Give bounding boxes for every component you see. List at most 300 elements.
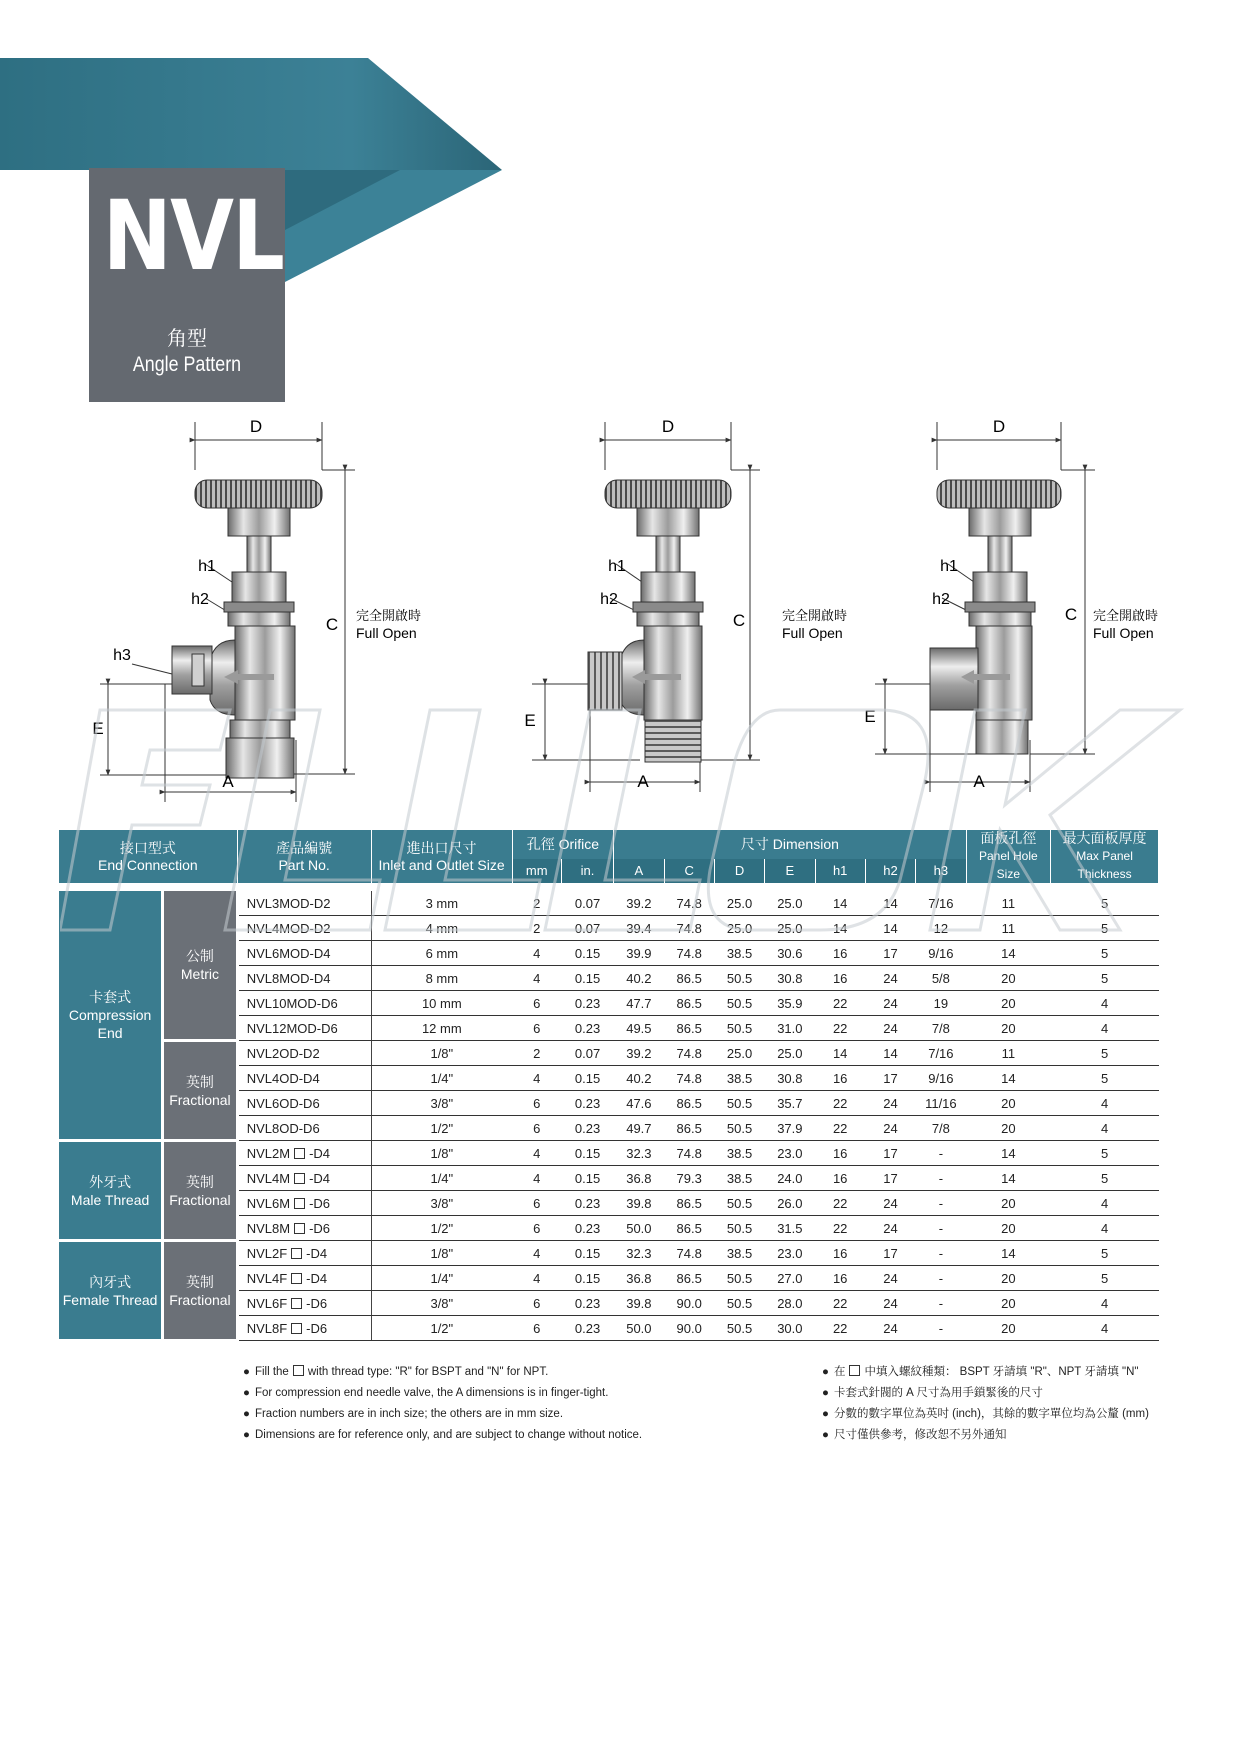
cell-h1: 22	[815, 1091, 865, 1116]
cell-in: 0.15	[561, 941, 613, 966]
cell-h1: 22	[815, 1216, 865, 1241]
header-end-connection: 接口型式 End Connection	[59, 830, 237, 883]
cell-h1: 16	[815, 941, 865, 966]
cell-thick: 5	[1051, 1141, 1159, 1166]
header-size: 進出口尺寸 Inlet and Outlet Size	[371, 830, 512, 883]
cell-h3: 7/8	[916, 1116, 966, 1141]
cell-h1: 14	[815, 891, 865, 916]
notes-english	[243, 1362, 642, 1446]
cell-c: 86.5	[664, 1266, 714, 1291]
cell-a: 49.7	[614, 1116, 664, 1141]
cell-c: 86.5	[664, 1016, 714, 1041]
cell-a: 39.2	[614, 891, 664, 916]
cell-h1: 22	[815, 1316, 865, 1341]
cell-h2: 17	[865, 941, 915, 966]
cell-a: 40.2	[614, 1066, 664, 1091]
dim-h2-label-2: h2	[600, 591, 618, 608]
cell-h3: -	[916, 1166, 966, 1191]
cell-thick: 5	[1051, 941, 1159, 966]
cell-c: 74.8	[664, 1066, 714, 1091]
thread-type-box-icon	[294, 1223, 305, 1234]
cell-h1: 22	[815, 1191, 865, 1216]
cell-h1: 16	[815, 1066, 865, 1091]
cell-a: 39.4	[614, 916, 664, 941]
cell-in: 0.15	[561, 1266, 613, 1291]
header-dim-e: E	[765, 859, 815, 883]
header-dim-h1: h1	[815, 859, 865, 883]
group-male-thread: 外牙式 Male Thread	[59, 1141, 163, 1241]
cell-c: 74.8	[664, 1241, 714, 1266]
cell-size: 1/2"	[371, 1116, 512, 1141]
part-number: NVL6F -D6	[237, 1291, 371, 1316]
cell-thick: 4	[1051, 1191, 1159, 1216]
cell-h3: 12	[916, 916, 966, 941]
cell-panel: 14	[966, 1241, 1051, 1266]
cell-panel: 20	[966, 991, 1051, 1016]
cell-thick: 4	[1051, 1291, 1159, 1316]
cell-panel: 20	[966, 1091, 1051, 1116]
thread-type-box-icon	[291, 1323, 302, 1334]
cell-h2: 24	[865, 1116, 915, 1141]
cell-h2: 17	[865, 1141, 915, 1166]
header-dim-d: D	[714, 859, 764, 883]
part-number: NVL4M -D4	[237, 1166, 371, 1191]
cell-a: 39.8	[614, 1291, 664, 1316]
cell-c: 86.5	[664, 1191, 714, 1216]
cell-c: 74.8	[664, 1041, 714, 1066]
cell-thick: 5	[1051, 1041, 1159, 1066]
cell-h1: 22	[815, 991, 865, 1016]
header-dim-c: C	[664, 859, 714, 883]
cell-d: 25.0	[714, 916, 764, 941]
cell-mm: 6	[512, 1116, 561, 1141]
cell-h3: 9/16	[916, 1066, 966, 1091]
cell-h1: 14	[815, 916, 865, 941]
cell-thick: 5	[1051, 916, 1159, 941]
cell-c: 74.8	[664, 916, 714, 941]
cell-in: 0.23	[561, 1291, 613, 1316]
header-orifice-in: in.	[561, 859, 613, 883]
cell-h3: 5/8	[916, 966, 966, 991]
cell-size: 10 mm	[371, 991, 512, 1016]
cell-size: 1/4"	[371, 1066, 512, 1091]
cell-a: 36.8	[614, 1266, 664, 1291]
group-female-thread: 內牙式 Female Thread	[59, 1241, 163, 1341]
cell-e: 31.0	[765, 1016, 815, 1041]
thread-type-box-icon	[291, 1298, 302, 1309]
table-header	[59, 830, 1159, 891]
cell-h2: 17	[865, 1066, 915, 1091]
cell-h2: 24	[865, 1016, 915, 1041]
thread-type-box-icon	[849, 1365, 860, 1376]
cell-h1: 16	[815, 966, 865, 991]
dim-e-label: E	[92, 719, 104, 738]
cell-size: 3/8"	[371, 1091, 512, 1116]
cell-h2: 24	[865, 966, 915, 991]
cell-c: 86.5	[664, 1091, 714, 1116]
cell-c: 86.5	[664, 991, 714, 1016]
table-body	[59, 891, 1159, 1341]
cell-h3: 7/16	[916, 891, 966, 916]
thread-type-box-icon	[291, 1248, 302, 1259]
cell-d: 50.5	[714, 991, 764, 1016]
cell-h2: 17	[865, 1166, 915, 1191]
cell-panel: 11	[966, 1041, 1051, 1066]
cell-in: 0.23	[561, 1191, 613, 1216]
cell-panel: 20	[966, 1016, 1051, 1041]
cell-c: 90.0	[664, 1316, 714, 1341]
note-en: ● Dimensions are for reference only, and are subject to change without notice.	[243, 1429, 643, 1441]
technical-drawings	[0, 410, 1240, 810]
part-number: NVL6MOD-D4	[237, 941, 371, 966]
cell-d: 38.5	[714, 941, 764, 966]
note-en: ● Fill the with thread type: "R" for BSPT and "N" for NPT.	[243, 1366, 549, 1378]
cell-thick: 4	[1051, 1316, 1159, 1341]
pattern-label-en: Angle Pattern	[132, 353, 242, 376]
cell-h3: -	[916, 1216, 966, 1241]
dim-c-label-3: C	[1064, 605, 1078, 624]
cell-h2: 24	[865, 1216, 915, 1241]
part-number: NVL2M -D4	[237, 1141, 371, 1166]
cell-h2: 14	[865, 891, 915, 916]
header-dim-h2: h2	[865, 859, 915, 883]
cell-h3: -	[916, 1266, 966, 1291]
cell-e: 30.0	[765, 1316, 815, 1341]
dim-a-label-2: A	[637, 772, 649, 791]
table-row	[59, 1141, 1159, 1166]
cell-a: 47.6	[614, 1091, 664, 1116]
cell-h1: 16	[815, 1141, 865, 1166]
pattern-label-zh: 角型	[167, 328, 207, 350]
cell-panel: 11	[966, 916, 1051, 941]
cell-in: 0.23	[561, 1091, 613, 1116]
cell-c: 86.5	[664, 1216, 714, 1241]
cell-in: 0.07	[561, 1041, 613, 1066]
thread-type-box-icon	[291, 1273, 302, 1284]
cell-mm: 6	[512, 1016, 561, 1041]
cell-e: 35.7	[765, 1091, 815, 1116]
cell-in: 0.15	[561, 1141, 613, 1166]
cell-h3: -	[916, 1141, 966, 1166]
cell-size: 1/4"	[371, 1266, 512, 1291]
cell-mm: 6	[512, 991, 561, 1016]
dim-a-label-3: A	[973, 772, 985, 791]
thread-type-box-icon	[294, 1173, 305, 1184]
dim-e-label-3: E	[864, 707, 876, 726]
cell-h2: 17	[865, 1241, 915, 1266]
cell-h1: 16	[815, 1166, 865, 1191]
cell-panel: 14	[966, 1166, 1051, 1191]
cell-panel: 20	[966, 1216, 1051, 1241]
cell-e: 35.9	[765, 991, 815, 1016]
cell-in: 0.23	[561, 1216, 613, 1241]
dim-h1-label: h1	[198, 558, 216, 575]
cell-h3: -	[916, 1316, 966, 1341]
cell-c: 74.8	[664, 891, 714, 916]
dim-h1-label-2: h1	[608, 558, 626, 575]
cell-d: 50.5	[714, 1191, 764, 1216]
part-number: NVL8OD-D6	[237, 1116, 371, 1141]
cell-mm: 4	[512, 1166, 561, 1191]
cell-size: 3 mm	[371, 891, 512, 916]
part-number: NVL2F -D4	[237, 1241, 371, 1266]
cell-c: 79.3	[664, 1166, 714, 1191]
part-number: NVL4F -D4	[237, 1266, 371, 1291]
thread-type-box-icon	[294, 1148, 305, 1159]
cell-c: 86.5	[664, 966, 714, 991]
cell-d: 50.5	[714, 1266, 764, 1291]
cell-mm: 4	[512, 966, 561, 991]
part-number: NVL10MOD-D6	[237, 991, 371, 1016]
note-en: ● Fraction numbers are in inch size; the others are in mm size.	[243, 1408, 564, 1420]
cell-size: 4 mm	[371, 916, 512, 941]
cell-e: 25.0	[765, 916, 815, 941]
dim-c-label-2: C	[732, 611, 746, 630]
cell-a: 49.5	[614, 1016, 664, 1041]
cell-panel: 14	[966, 1066, 1051, 1091]
cell-h1: 22	[815, 1116, 865, 1141]
cell-h3: 7/8	[916, 1016, 966, 1041]
cell-mm: 6	[512, 1291, 561, 1316]
part-number: NVL8F -D6	[237, 1316, 371, 1341]
cell-h1: 14	[815, 1041, 865, 1066]
cell-in: 0.15	[561, 1166, 613, 1191]
thread-type-box-icon	[293, 1365, 304, 1376]
dim-h3-label: h3	[113, 647, 131, 664]
cell-size: 1/8"	[371, 1141, 512, 1166]
cell-in: 0.15	[561, 1241, 613, 1266]
cell-a: 32.3	[614, 1141, 664, 1166]
cell-a: 36.8	[614, 1166, 664, 1191]
cell-mm: 2	[512, 916, 561, 941]
cell-thick: 4	[1051, 991, 1159, 1016]
spec-table	[59, 830, 1159, 1342]
cell-panel: 20	[966, 1116, 1051, 1141]
header-part-no: 產品編號 Part No.	[237, 830, 371, 883]
cell-size: 12 mm	[371, 1016, 512, 1041]
cell-thick: 5	[1051, 1241, 1159, 1266]
cell-d: 50.5	[714, 966, 764, 991]
cell-size: 1/2"	[371, 1316, 512, 1341]
cell-mm: 6	[512, 1316, 561, 1341]
cell-in: 0.15	[561, 966, 613, 991]
cell-h3: 19	[916, 991, 966, 1016]
cell-d: 50.5	[714, 1291, 764, 1316]
note-en: ● For compression end needle valve, the A dimensions is in finger-tight.	[243, 1387, 609, 1399]
cell-d: 38.5	[714, 1241, 764, 1266]
cell-panel: 14	[966, 941, 1051, 966]
group-compression: 卡套式 Compression End	[59, 891, 163, 1141]
cell-e: 31.5	[765, 1216, 815, 1241]
cell-e: 26.0	[765, 1191, 815, 1216]
cell-in: 0.15	[561, 1066, 613, 1091]
cell-e: 23.0	[765, 1141, 815, 1166]
cell-thick: 5	[1051, 1066, 1159, 1091]
subgroup-metric: 公制 Metric	[163, 891, 238, 1041]
drawing-male-thread	[524, 417, 847, 792]
cell-h3: -	[916, 1241, 966, 1266]
header-orifice-mm: mm	[512, 859, 561, 883]
cell-h3: -	[916, 1291, 966, 1316]
cell-size: 1/8"	[371, 1241, 512, 1266]
brand-box	[89, 168, 285, 402]
cell-a: 39.9	[614, 941, 664, 966]
subgroup-fractional: 英制 Fractional	[163, 1141, 238, 1241]
cell-h1: 22	[815, 1291, 865, 1316]
cell-thick: 5	[1051, 1266, 1159, 1291]
cell-panel: 11	[966, 891, 1051, 916]
full-open-zh-label: 完全開啟時	[356, 608, 422, 623]
cell-d: 38.5	[714, 1066, 764, 1091]
cell-e: 30.8	[765, 966, 815, 991]
cell-in: 0.07	[561, 891, 613, 916]
series-title: NVL	[102, 180, 284, 292]
dim-h2-label: h2	[191, 591, 209, 608]
cell-a: 40.2	[614, 966, 664, 991]
cell-h3: -	[916, 1191, 966, 1216]
cell-size: 1/2"	[371, 1216, 512, 1241]
cell-thick: 4	[1051, 1016, 1159, 1041]
subgroup-fractional: 英制 Fractional	[163, 1041, 238, 1141]
cell-h2: 24	[865, 1316, 915, 1341]
cell-mm: 2	[512, 1041, 561, 1066]
cell-panel: 20	[966, 1316, 1051, 1341]
cell-a: 50.0	[614, 1216, 664, 1241]
table-row	[59, 1241, 1159, 1266]
table-row	[59, 1041, 1159, 1066]
full-open-en-label-2: Full Open	[782, 625, 843, 641]
note-zh: ● 分數的數字單位為英吋 (inch)，其餘的數字單位均為公釐 (mm)	[822, 1408, 1149, 1420]
cell-d: 50.5	[714, 1116, 764, 1141]
cell-size: 3/8"	[371, 1191, 512, 1216]
part-number: NVL4OD-D4	[237, 1066, 371, 1091]
cell-d: 50.5	[714, 1016, 764, 1041]
cell-mm: 4	[512, 1141, 561, 1166]
cell-thick: 5	[1051, 966, 1159, 991]
dim-e-label-2: E	[524, 711, 536, 730]
cell-h1: 22	[815, 1016, 865, 1041]
cell-e: 23.0	[765, 1241, 815, 1266]
cell-size: 6 mm	[371, 941, 512, 966]
cell-d: 25.0	[714, 1041, 764, 1066]
cell-h3: 9/16	[916, 941, 966, 966]
header-panel-hole: 面板孔徑 Panel Hole Size	[966, 830, 1051, 883]
dim-a-label: A	[222, 772, 234, 791]
cell-mm: 6	[512, 1191, 561, 1216]
cell-h1: 16	[815, 1241, 865, 1266]
table-row	[59, 891, 1159, 916]
cell-panel: 20	[966, 1291, 1051, 1316]
cell-panel: 20	[966, 1191, 1051, 1216]
cell-c: 90.0	[664, 1291, 714, 1316]
full-open-zh-label-3: 完全開啟時	[1093, 608, 1159, 623]
cell-in: 0.23	[561, 1316, 613, 1341]
cell-mm: 2	[512, 891, 561, 916]
drawing-female-thread	[864, 417, 1158, 792]
banner-band	[0, 58, 502, 170]
note-zh: ● 尺寸僅供參考，修改恕不另外通知	[822, 1429, 1007, 1441]
cell-thick: 5	[1051, 891, 1159, 916]
cell-d: 50.5	[714, 1216, 764, 1241]
cell-thick: 4	[1051, 1091, 1159, 1116]
cell-e: 25.0	[765, 1041, 815, 1066]
cell-panel: 14	[966, 1141, 1051, 1166]
cell-h2: 14	[865, 1041, 915, 1066]
header-dimension: 尺寸 Dimension	[614, 830, 966, 859]
part-number: NVL8M -D6	[237, 1216, 371, 1241]
cell-size: 1/4"	[371, 1166, 512, 1191]
part-number: NVL6M -D6	[237, 1191, 371, 1216]
cell-e: 27.0	[765, 1266, 815, 1291]
cell-e: 25.0	[765, 891, 815, 916]
cell-e: 30.8	[765, 1066, 815, 1091]
drawing-compression	[92, 417, 421, 802]
cell-thick: 4	[1051, 1116, 1159, 1141]
cell-h3: 11/16	[916, 1091, 966, 1116]
thread-type-box-icon	[294, 1198, 305, 1209]
part-number: NVL12MOD-D6	[237, 1016, 371, 1041]
dim-h2-label-3: h2	[932, 591, 950, 608]
full-open-zh-label-2: 完全開啟時	[782, 608, 848, 623]
cell-e: 28.0	[765, 1291, 815, 1316]
cell-d: 50.5	[714, 1091, 764, 1116]
header-dim-h3: h3	[916, 859, 966, 883]
cell-h3: 7/16	[916, 1041, 966, 1066]
cell-a: 39.8	[614, 1191, 664, 1216]
cell-a: 47.7	[614, 991, 664, 1016]
cell-h1: 16	[815, 1266, 865, 1291]
part-number: NVL6OD-D6	[237, 1091, 371, 1116]
dim-d-label-2: D	[661, 417, 675, 436]
full-open-en-label: Full Open	[356, 625, 417, 641]
header-orifice: 孔徑 Orifice	[512, 830, 614, 859]
cell-h2: 24	[865, 1291, 915, 1316]
cell-a: 32.3	[614, 1241, 664, 1266]
dim-d-label: D	[249, 417, 263, 436]
cell-d: 38.5	[714, 1141, 764, 1166]
dim-d-label-3: D	[992, 417, 1006, 436]
cell-panel: 20	[966, 1266, 1051, 1291]
cell-a: 50.0	[614, 1316, 664, 1341]
part-number: NVL3MOD-D2	[237, 891, 371, 916]
part-number: NVL2OD-D2	[237, 1041, 371, 1066]
cell-c: 74.8	[664, 1141, 714, 1166]
cell-size: 3/8"	[371, 1291, 512, 1316]
cell-mm: 4	[512, 1266, 561, 1291]
cell-in: 0.23	[561, 1016, 613, 1041]
header-dim-a: A	[614, 859, 664, 883]
cell-a: 39.2	[614, 1041, 664, 1066]
header-max-thickness: 最大面板厚度 Max Panel Thickness	[1051, 830, 1159, 883]
cell-in: 0.23	[561, 991, 613, 1016]
cell-d: 50.5	[714, 1316, 764, 1341]
cell-size: 8 mm	[371, 966, 512, 991]
cell-c: 74.8	[664, 941, 714, 966]
full-open-en-label-3: Full Open	[1093, 625, 1154, 641]
part-number: NVL8MOD-D4	[237, 966, 371, 991]
cell-mm: 4	[512, 1066, 561, 1091]
note-zh: ● 卡套式針閥的 A 尺寸為用手鎖緊後的尺寸	[822, 1387, 1043, 1399]
cell-h2: 14	[865, 916, 915, 941]
subgroup-fractional: 英制 Fractional	[163, 1241, 238, 1341]
cell-mm: 6	[512, 1216, 561, 1241]
cell-e: 37.9	[765, 1116, 815, 1141]
cell-size: 1/8"	[371, 1041, 512, 1066]
note-zh: ● 在 中填入螺紋種類： BSPT 牙請填 "R"、NPT 牙請填 "N"	[822, 1366, 1139, 1378]
cell-h2: 24	[865, 1266, 915, 1291]
cell-e: 30.6	[765, 941, 815, 966]
part-number: NVL4MOD-D2	[237, 916, 371, 941]
